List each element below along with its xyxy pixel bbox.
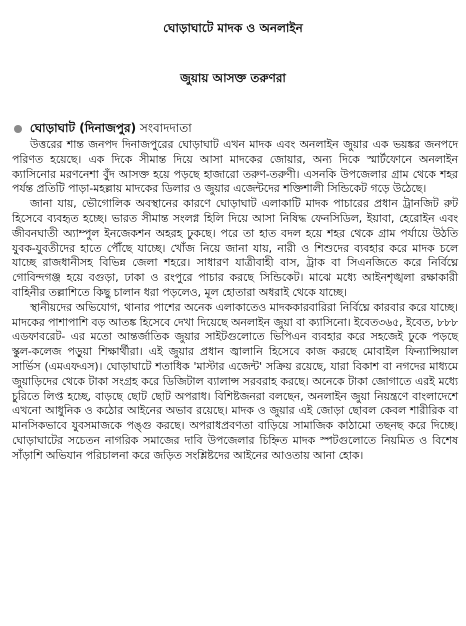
article-paragraph: স্থানীয়দের অভিযোগ, থানার পাশের অনেক এলাকাতেও মাদককারবারিরা নির্বিঘ্নে কারবার করে যাচ্ছে। মাদকের পাশাপাশি বড় আতঙ্ক হিসেবে দেখা দিয়েছে অনলাইন জুয়া বা ক্যাসিনো। ইবেত৩৬৫, ইবেত, ৮৮৮ এডফাবরেট- এর মতো আন্তর্জাতিক জুয়ার সাইটগুলোতে ভিপিএন ব্যবহার করে সহজেই ঢুকে পড়ছে স্কুল-কলেজ পড়ুয়া শিক্ষার্থীরা। এই জুয়ার প্রধান জ্বালানি হিসেবে কাজ করছে মোবাইল ফিন্যান্সিয়াল সার্ভিস (এমএফএস)। ঘোড়াঘাটে শতাধিক 'মাস্টার এজেন্ট' সক্রিয় রয়েছে, যারা বিকাশ বা নগদের মাধ্যমে জুয়াড়িদের থেকে টাকা সংগ্রহ করে ডিজিটাল ব্যালান্স সরবরাহ করছে। অনেকে টাকা জোগাতে এরই মধ্যে চুরিতে লিপ্ত হচ্ছে, বাড়ছে ছোট ছোট অপরাধ। বিশিষ্টজনরা বলছেন, অনলাইন জুয়া নিয়ন্ত্রণে বাংলাদেশে এখনো আধুনিক ও কঠোর আইনের অভাব রয়েছে। মাদক ও জুয়ার এই জোড়া ছোবল কেবল শারীরিক বা মানসিকভাবে যুবসমাজকে পঙ্গু করছে। অপরাধপ্রবণতা বাড়িয়ে সামাজিক কাঠামো তছনছ করে দিচ্ছে। ঘোড়াঘাটের সচেতন নাগরিক সমাজের দাবি উপজেলার চিহ্নিত মাদক স্পটগুলোতে নিয়মিত ও বিশেষ সাঁড়াশি অভিযান পরিচালনা করে জড়িত সংশ্লিষ্টদের আইনের আওতায় আনা হোক। bbox=[12, 300, 458, 462]
byline-place: ঘোড়াঘাট (দিনাজপুর) bbox=[29, 121, 137, 135]
article-paragraph: উত্তরের শান্ত জনপদ দিনাজপুরের ঘোড়াঘাট এখন মাদক এবং অনলাইন জুয়ার এক ভয়ঙ্কর জনপদে পরিণত হয়েছে। এক দিকে সীমান্ত দিয়ে আসা মাদকের জোয়ার, অন্য দিকে স্মার্টফোনে অনলাইন ক্যাসিনোর মরণনেশা বুঁদ আসক্ত হয়ে পড়ছে হাজারো তরুণ-তরুণী। এসনকি উপজেলার গ্রাম থেকে শহর পর্যন্ত প্রতিটি পাড়া-মহল্লায় মাদকের ডিলার ও জুয়ার এজেন্টদের শক্তিশালী সিন্ডিকেট গড়ে উঠেছে। bbox=[12, 138, 458, 196]
byline bbox=[14, 120, 192, 136]
byline-reporter: সংবাদদাতা bbox=[139, 121, 192, 135]
article-body bbox=[12, 138, 458, 464]
article-paragraph: জানা যায়, ভৌগোলিক অবস্থানের কারণে ঘোড়াঘাট এলাকাটি মাদক পাচারের প্রধান ট্রানজিট রুট হিসেবে ব্যবহৃত হচ্ছে। ভারত সীমান্ত সংলগ্ন হিলি দিয়ে আসা নিষিদ্ধ ফেনসিডিল, ইয়াবা, হেরোইন এবং জীবনঘাতী অ্যাম্পুল ইনজেকশন অহরহ ঢুকছে। পরে তা হাত বদল হয়ে শহর থেকে গ্রাম পর্যায়ে উঠতি যুবক-যুবতীদের হাতে পৌঁছে যাচ্ছে। খোঁজ নিয়ে জানা যায়, নারী ও শিশুদের ব্যবহার করে মাদক চলে যাচ্ছে রাজধানীসহ বিভিন্ন জেলা শহরে। সাধারণ যাত্রীবাহী বাস, ট্রাক বা সিএনজিতে করে নির্বিঘ্নে গোবিন্দগঞ্জ হয়ে বগুড়া, ঢাকা ও রংপুরে পাচার করছে সিন্ডিকেট। মাঝে মধ্যে আইনশৃঙ্খলা রক্ষাকারী বাহিনীর তল্লাশিতে কিছু চালান ধরা পড়লেও, মূল হোতারা অধরাই থেকে যাচ্ছে। bbox=[12, 197, 458, 299]
headline-line-2: জুয়ায় আসক্ত তরুণরা bbox=[180, 71, 286, 85]
headline-line-1: ঘোড়াঘাটে মাদক ও অনলাইন bbox=[163, 21, 303, 35]
bullet-icon bbox=[14, 125, 22, 133]
